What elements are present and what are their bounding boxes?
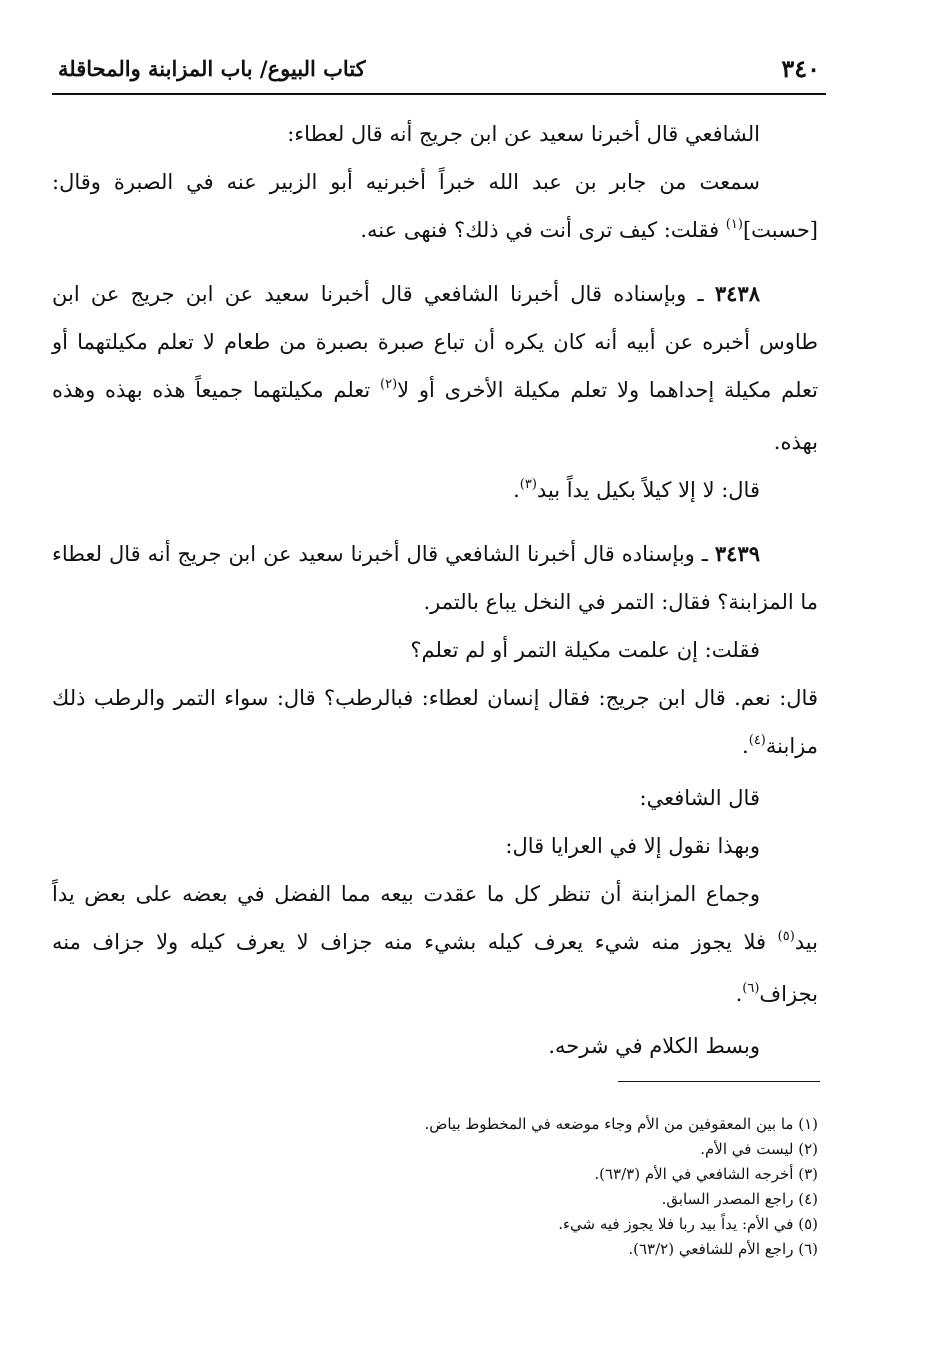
footnote-ref: (٤) — [748, 733, 766, 748]
hadith-3439: ٣٤٣٩ ـ وبإسناده قال أخبرنا الشافعي قال أخبرنا سعيد عن ابن جريج أنه قال لعطاء ما المزابنة؟ فقال: التمر في النخل يباع بالتمر. — [52, 541, 818, 614]
footnotes — [52, 1112, 818, 1262]
footnote: (٦) راجع الأم للشافعي (٦٣/٢). — [628, 1240, 818, 1258]
paragraph: وبهذا نقول إلا في العرايا قال: — [505, 834, 760, 858]
header-divider — [52, 93, 826, 95]
hadith-3438: ٣٤٣٨ ـ وبإسناده قال أخبرنا الشافعي قال أخبرنا سعيد عن ابن جريج عن ابن طاوس أخبره عن أبيه أنه كان يكره أن تباع صبرة بصبرة من طعام لا تعلم مكيلتهما أو تعلم مكيلة إحداهما ولا تعلم مكيلة الأخرى أو لا$^{(٢)}$ تعلم مكيلتهما جميعاً هذه بهذه وهذه بهذه. — [52, 281, 819, 454]
paragraph: وبسط الكلام في شرحه. — [548, 1034, 760, 1058]
footnote: (١) ما بين المعقوفين من الأم وجاء موضعه في المخطوط بياض. — [424, 1115, 818, 1133]
hadith-number: ٣٤٣٨ — [714, 281, 760, 306]
paragraph: قال الشافعي: — [639, 786, 760, 810]
paragraph: فقلت: إن علمت مكيلة التمر أو لم تعلم؟ — [410, 638, 760, 662]
page-number: ٣٤٠ — [781, 54, 820, 83]
footnote: (٣) أخرجه الشافعي في الأم (٦٣/٣). — [594, 1165, 818, 1183]
footnote: (٤) راجع المصدر السابق. — [661, 1190, 818, 1208]
footnote-divider — [618, 1081, 820, 1082]
footnote: (٥) في الأم: يداً بيد ربا فلا يجوز فيه شيء. — [558, 1215, 818, 1233]
footnote-ref: (٢) — [380, 377, 398, 392]
paragraph: سمعت من جابر بن عبد الله خبراً أخبرنيه أبو الزبير عنه في الصبرة وقال: [حسبت]$^{(١)}$ فقلت: كيف ترى أنت في ذلك؟ فنهى عنه. — [52, 170, 818, 242]
page-header — [52, 52, 824, 92]
running-title: كتاب البيوع/ باب المزابنة والمحاقلة — [58, 56, 366, 81]
footnote-ref: (٦) — [742, 981, 760, 996]
paragraph: قال: نعم. قال ابن جريج: فقال إنسان لعطاء: فبالرطب؟ قال: سواء التمر والرطب ذلك مزابنة$^{(٤)}$. — [52, 686, 818, 758]
footnote: (٢) ليست في الأم. — [700, 1140, 818, 1158]
main-text — [52, 110, 818, 1070]
paragraph: وجماع المزابنة أن تنظر كل ما عقدت بيعه مما الفضل في بعضه على بعض يداً بيد$^{(٥)}$ فلا يجوز منه شيء يعرف كيله بشيء منه جزاف لا يعرف كيله ولا جزاف منه بجزاف$^{(٦)}$. — [52, 882, 818, 1006]
paragraph: الشافعي قال أخبرنا سعيد عن ابن جريج أنه قال لعطاء: — [287, 122, 760, 146]
footnote-ref: (٥) — [777, 929, 795, 944]
footnote-ref: (١) — [725, 217, 743, 232]
hadith-number: ٣٤٣٩ — [714, 541, 760, 566]
footnote-ref: (٣) — [519, 477, 537, 492]
paragraph: قال: لا إلا كيلاً بكيل يداً بيد$^{(٣)}$. — [513, 477, 760, 502]
